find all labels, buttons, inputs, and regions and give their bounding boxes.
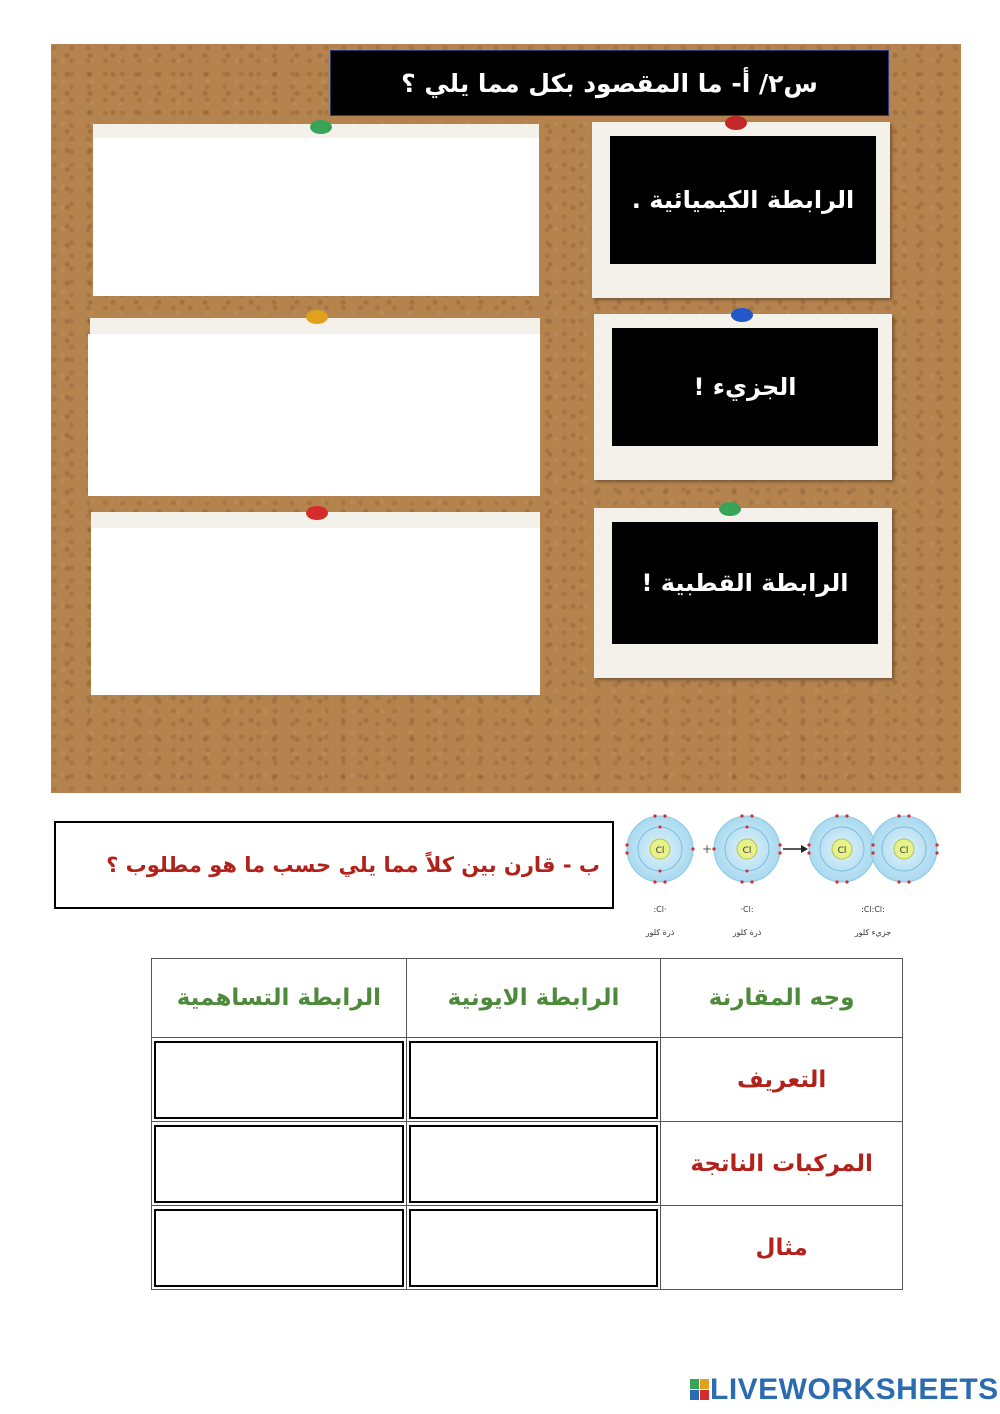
table-cell [152,1038,407,1122]
table-header-row [152,959,903,1038]
question-b-prompt: ب - قارن بين كلاً مما يلي حسب ما هو مطلوب ؟ [54,821,614,909]
table-row [152,1206,903,1290]
svg-text:Cl: Cl [899,846,909,856]
answer-box-1[interactable] [93,138,539,296]
answer-box-2[interactable] [88,334,540,496]
chlorine-molecule-diagram [625,795,945,945]
liveworksheets-logo[interactable] [690,1374,999,1406]
pin-icon [719,502,741,516]
svg-text:Cl: Cl [837,846,847,856]
answer-input[interactable] [154,1125,404,1203]
term-label: الرابطة الكيميائية . [610,136,876,264]
table-row [152,1122,903,1206]
lewis-structure: :Cl· [653,905,667,914]
pin-icon [306,506,328,520]
pin-icon [725,116,747,130]
table-cell [152,1122,407,1206]
brand-text: LIVEWORKSHEETS [710,1373,999,1406]
answer-input[interactable] [154,1041,404,1119]
table-header: وجه المقارنة [661,959,903,1038]
answer-input[interactable] [409,1125,658,1203]
pin-icon [310,120,332,134]
term-card-3 [594,508,892,678]
term-card-1 [592,122,890,298]
lewis-structure: :Cl:Cl: [861,905,885,914]
pin-icon [306,310,328,324]
diagram-caption: ذرة كلور [732,928,762,937]
svg-text:Cl: Cl [655,846,665,856]
arrow-icon [783,845,808,853]
plus-sign: + [702,842,713,856]
table-row [152,1038,903,1122]
term-label: الجزيء ! [612,328,878,446]
diagram-caption: جزيء كلور [854,928,892,937]
table-cell [406,1038,660,1122]
lewis-structure: ·Cl: [740,905,754,914]
table-header: الرابطة التساهمية [152,959,407,1038]
comparison-table [151,958,903,1290]
answer-input[interactable] [154,1209,404,1287]
table-header: الرابطة الايونية [406,959,660,1038]
diagram-caption: ذرة كلور [645,928,675,937]
term-label: الرابطة القطبية ! [612,522,878,644]
row-label: التعريف [661,1038,903,1122]
term-card-2 [594,314,892,480]
pin-icon [731,308,753,322]
chlorine-atom-2 [712,814,781,883]
answer-box-3[interactable] [91,528,540,695]
question-a-title: س٢/ أ- ما المقصود بكل مما يلي ؟ [330,50,889,116]
table-cell [406,1206,660,1290]
chlorine-atom-1 [625,814,694,883]
table-cell [406,1122,660,1206]
liveworksheets-logo-icon [690,1379,710,1401]
row-label: المركبات الناتجة [661,1122,903,1206]
svg-text:Cl: Cl [742,846,752,856]
table-cell [152,1206,407,1290]
chlorine-molecule [807,814,938,883]
row-label: مثال [661,1206,903,1290]
answer-input[interactable] [409,1041,658,1119]
answer-input[interactable] [409,1209,658,1287]
